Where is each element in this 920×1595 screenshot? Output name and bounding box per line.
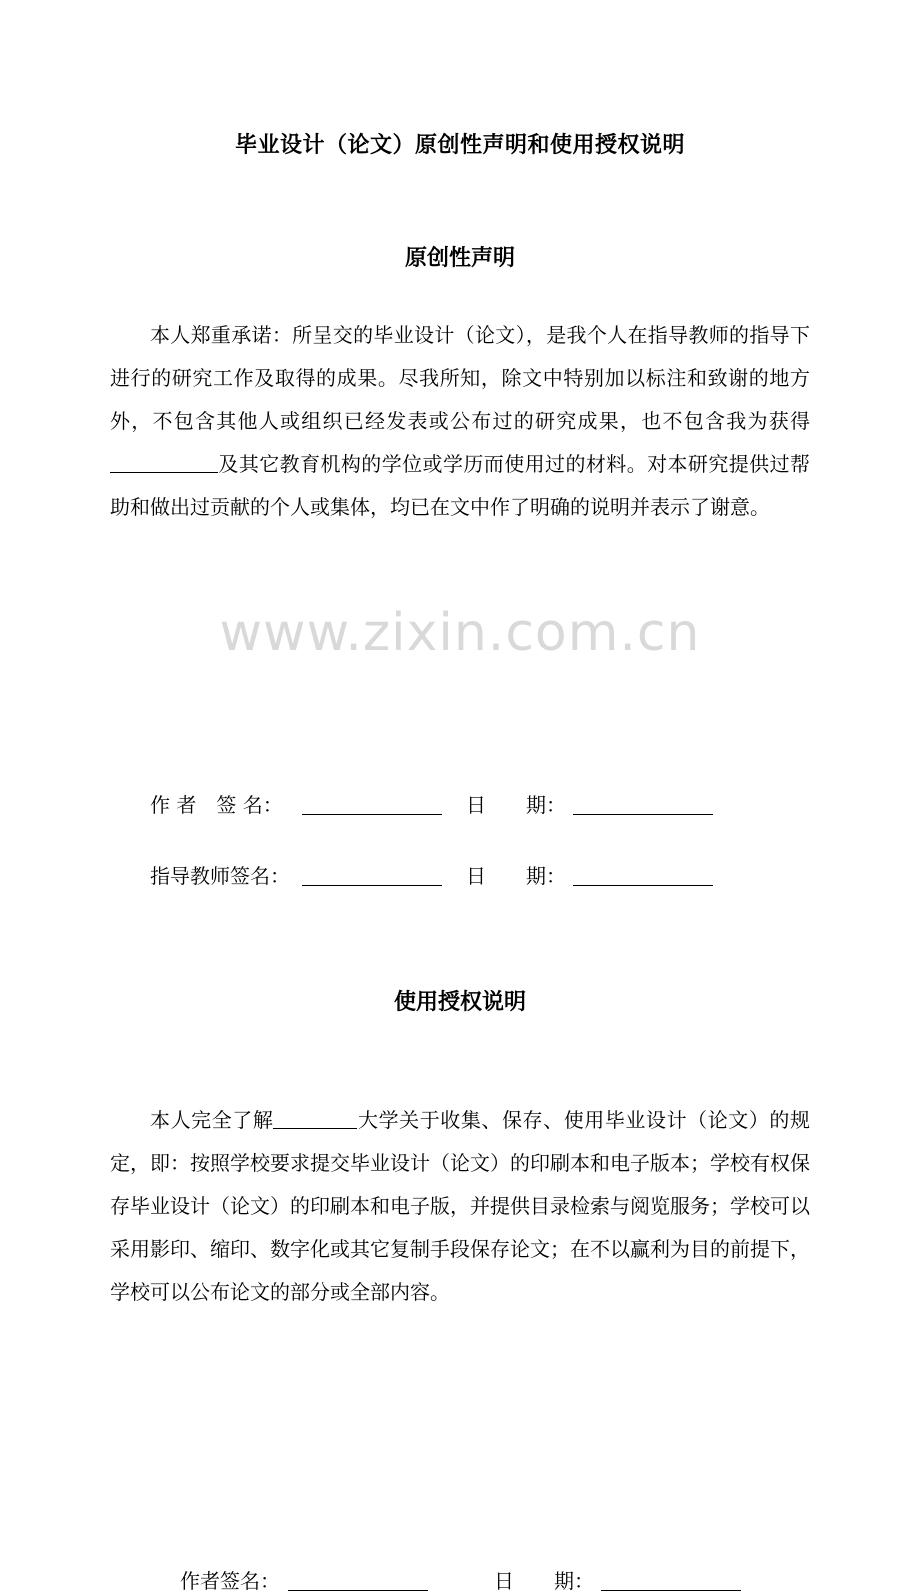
usage-paragraph	[110, 1099, 810, 1314]
advisor-signature-label: 指导教师签名：	[150, 864, 290, 888]
institution-blank-field[interactable]	[110, 452, 218, 473]
university-blank-field[interactable]	[273, 1108, 357, 1129]
author-signature-label: 作 者 签 名：	[150, 793, 283, 817]
advisor-date-field[interactable]	[573, 885, 713, 886]
advisor-signature-field[interactable]	[302, 885, 442, 886]
usage-author-signature-row	[0, 1565, 920, 1595]
author-date-field[interactable]	[573, 814, 713, 815]
usage-heading: 使用授权说明	[393, 989, 526, 1015]
advisor-date-label: 日 期：	[466, 864, 566, 888]
author-date-label: 日 期：	[466, 793, 566, 817]
advisor-signature-row	[0, 860, 920, 890]
author-signature-row	[0, 789, 920, 819]
usage-text-part2: 大学关于收集、保存、使用毕业设计（论文）的规定，即：按照学校要求提交毕业设计（论文）的印刷本和电子版本；学校有权保存毕业设计（论文）的印刷本和电子版，并提供目录检索与阅览服务；学校可以采用影印、缩印、数字化或其它复制手段保存论文；在不以赢利为目的前提下，学校可以公布论文的部分或全部内容。	[110, 1108, 811, 1304]
watermark: www.zixin.com.cn	[219, 603, 701, 663]
author-signature-field[interactable]	[302, 814, 442, 815]
originality-paragraph	[110, 314, 810, 529]
originality-text-part2: 及其它教育机构的学位或学历而使用过的材料。对本研究提供过帮助和做出过贡献的个人或集体，均已在文中作了明确的说明并表示了谢意。	[110, 452, 810, 519]
usage-date-label: 日 期：	[494, 1569, 594, 1593]
usage-author-signature-label: 作者签名：	[180, 1569, 280, 1593]
usage-text-part1: 本人完全了解	[150, 1108, 274, 1132]
document-title: 毕业设计（论文）原创性声明和使用授权说明	[234, 132, 685, 158]
usage-date-field[interactable]	[601, 1590, 741, 1591]
originality-text-part1: 本人郑重承诺：所呈交的毕业设计（论文），是我个人在指导教师的指导下进行的研究工作及取得的成果。尽我所知，除文中特别加以标注和致谢的地方外，不包含其他人或组织已经发表或公布过的研究成果，也不包含我为获得	[110, 323, 810, 433]
usage-author-signature-field[interactable]	[288, 1590, 428, 1591]
originality-heading: 原创性声明	[404, 245, 515, 271]
